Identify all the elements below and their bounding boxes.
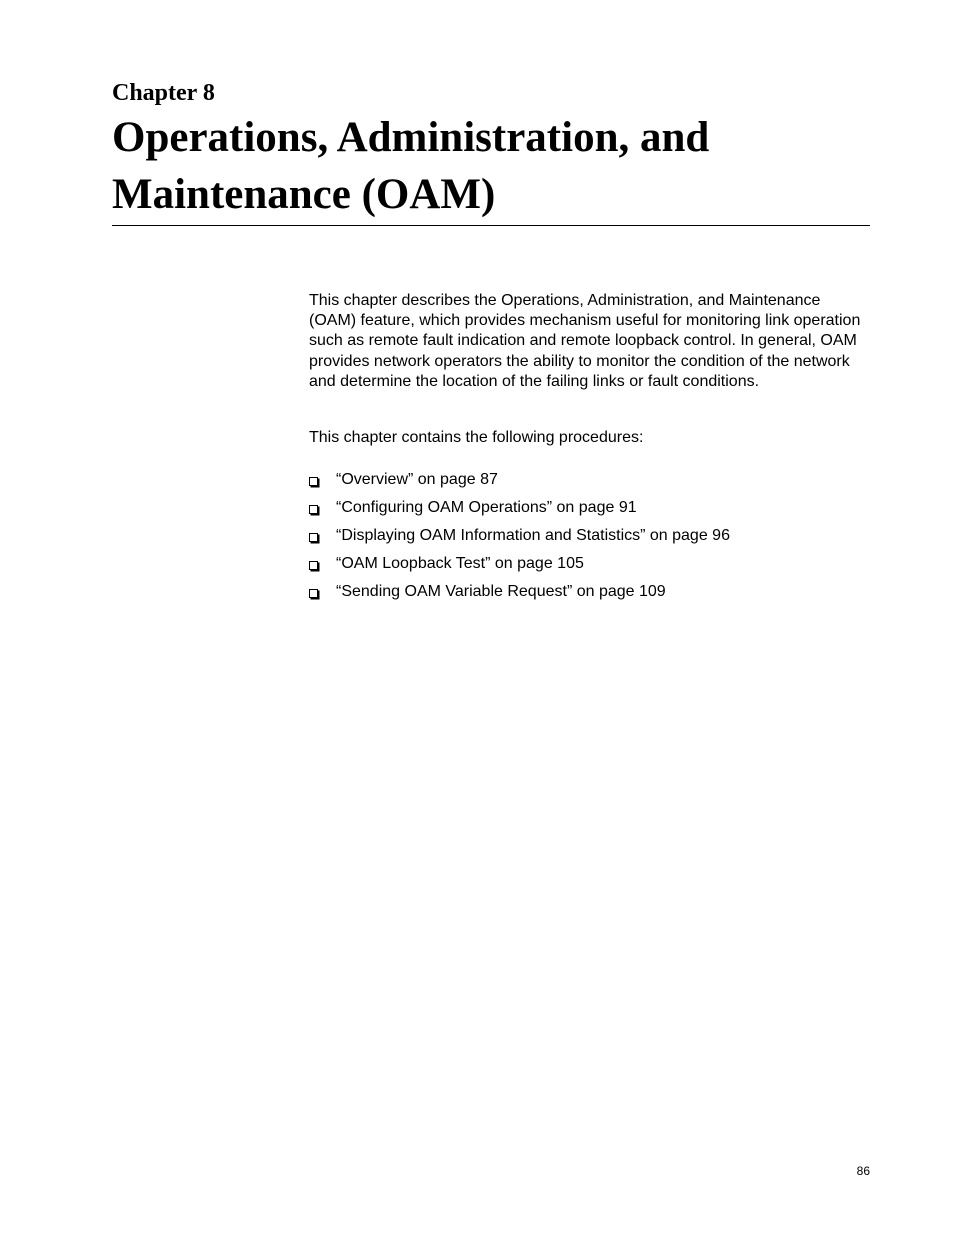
procedure-item [309,494,730,522]
procedures-list [309,466,730,606]
procedure-link-loopback[interactable]: “OAM Loopback Test” on page 105 [336,555,584,572]
procedure-link-variable-request[interactable]: “Sending OAM Variable Request” on page 109 [336,583,666,600]
procedure-item [309,466,730,494]
chapter-title-line-1: Operations, Administration, and [112,114,710,161]
procedure-item [309,578,730,606]
chapter-title [112,109,872,223]
title-divider [112,225,870,226]
procedure-link-displaying[interactable]: “Displaying OAM Information and Statistics” on page 96 [336,527,730,544]
procedure-item [309,522,730,550]
checkbox-icon [309,533,318,542]
checkbox-icon [309,505,318,514]
checkbox-icon [309,561,318,570]
intro-paragraph: This chapter describes the Operations, Administration, and Maintenance (OAM) feature, which provides mechanism useful for monitoring link operation such as remote fault indication and remote loopback control. In general, OAM provides network operators the ability to monitor the condition of the network and determine the location of the failing links or fault conditions. [309,292,861,390]
checkbox-icon [309,589,318,598]
procedures-intro: This chapter contains the following procedures: [309,429,644,446]
page-number: 86 [856,1164,870,1178]
checkbox-icon [309,477,318,486]
chapter-title-line-2: Maintenance (OAM) [112,171,496,218]
procedure-item [309,550,730,578]
procedure-link-overview[interactable]: “Overview” on page 87 [336,471,498,488]
chapter-label: Chapter 8 [112,80,215,106]
procedure-link-configuring[interactable]: “Configuring OAM Operations” on page 91 [336,499,637,516]
